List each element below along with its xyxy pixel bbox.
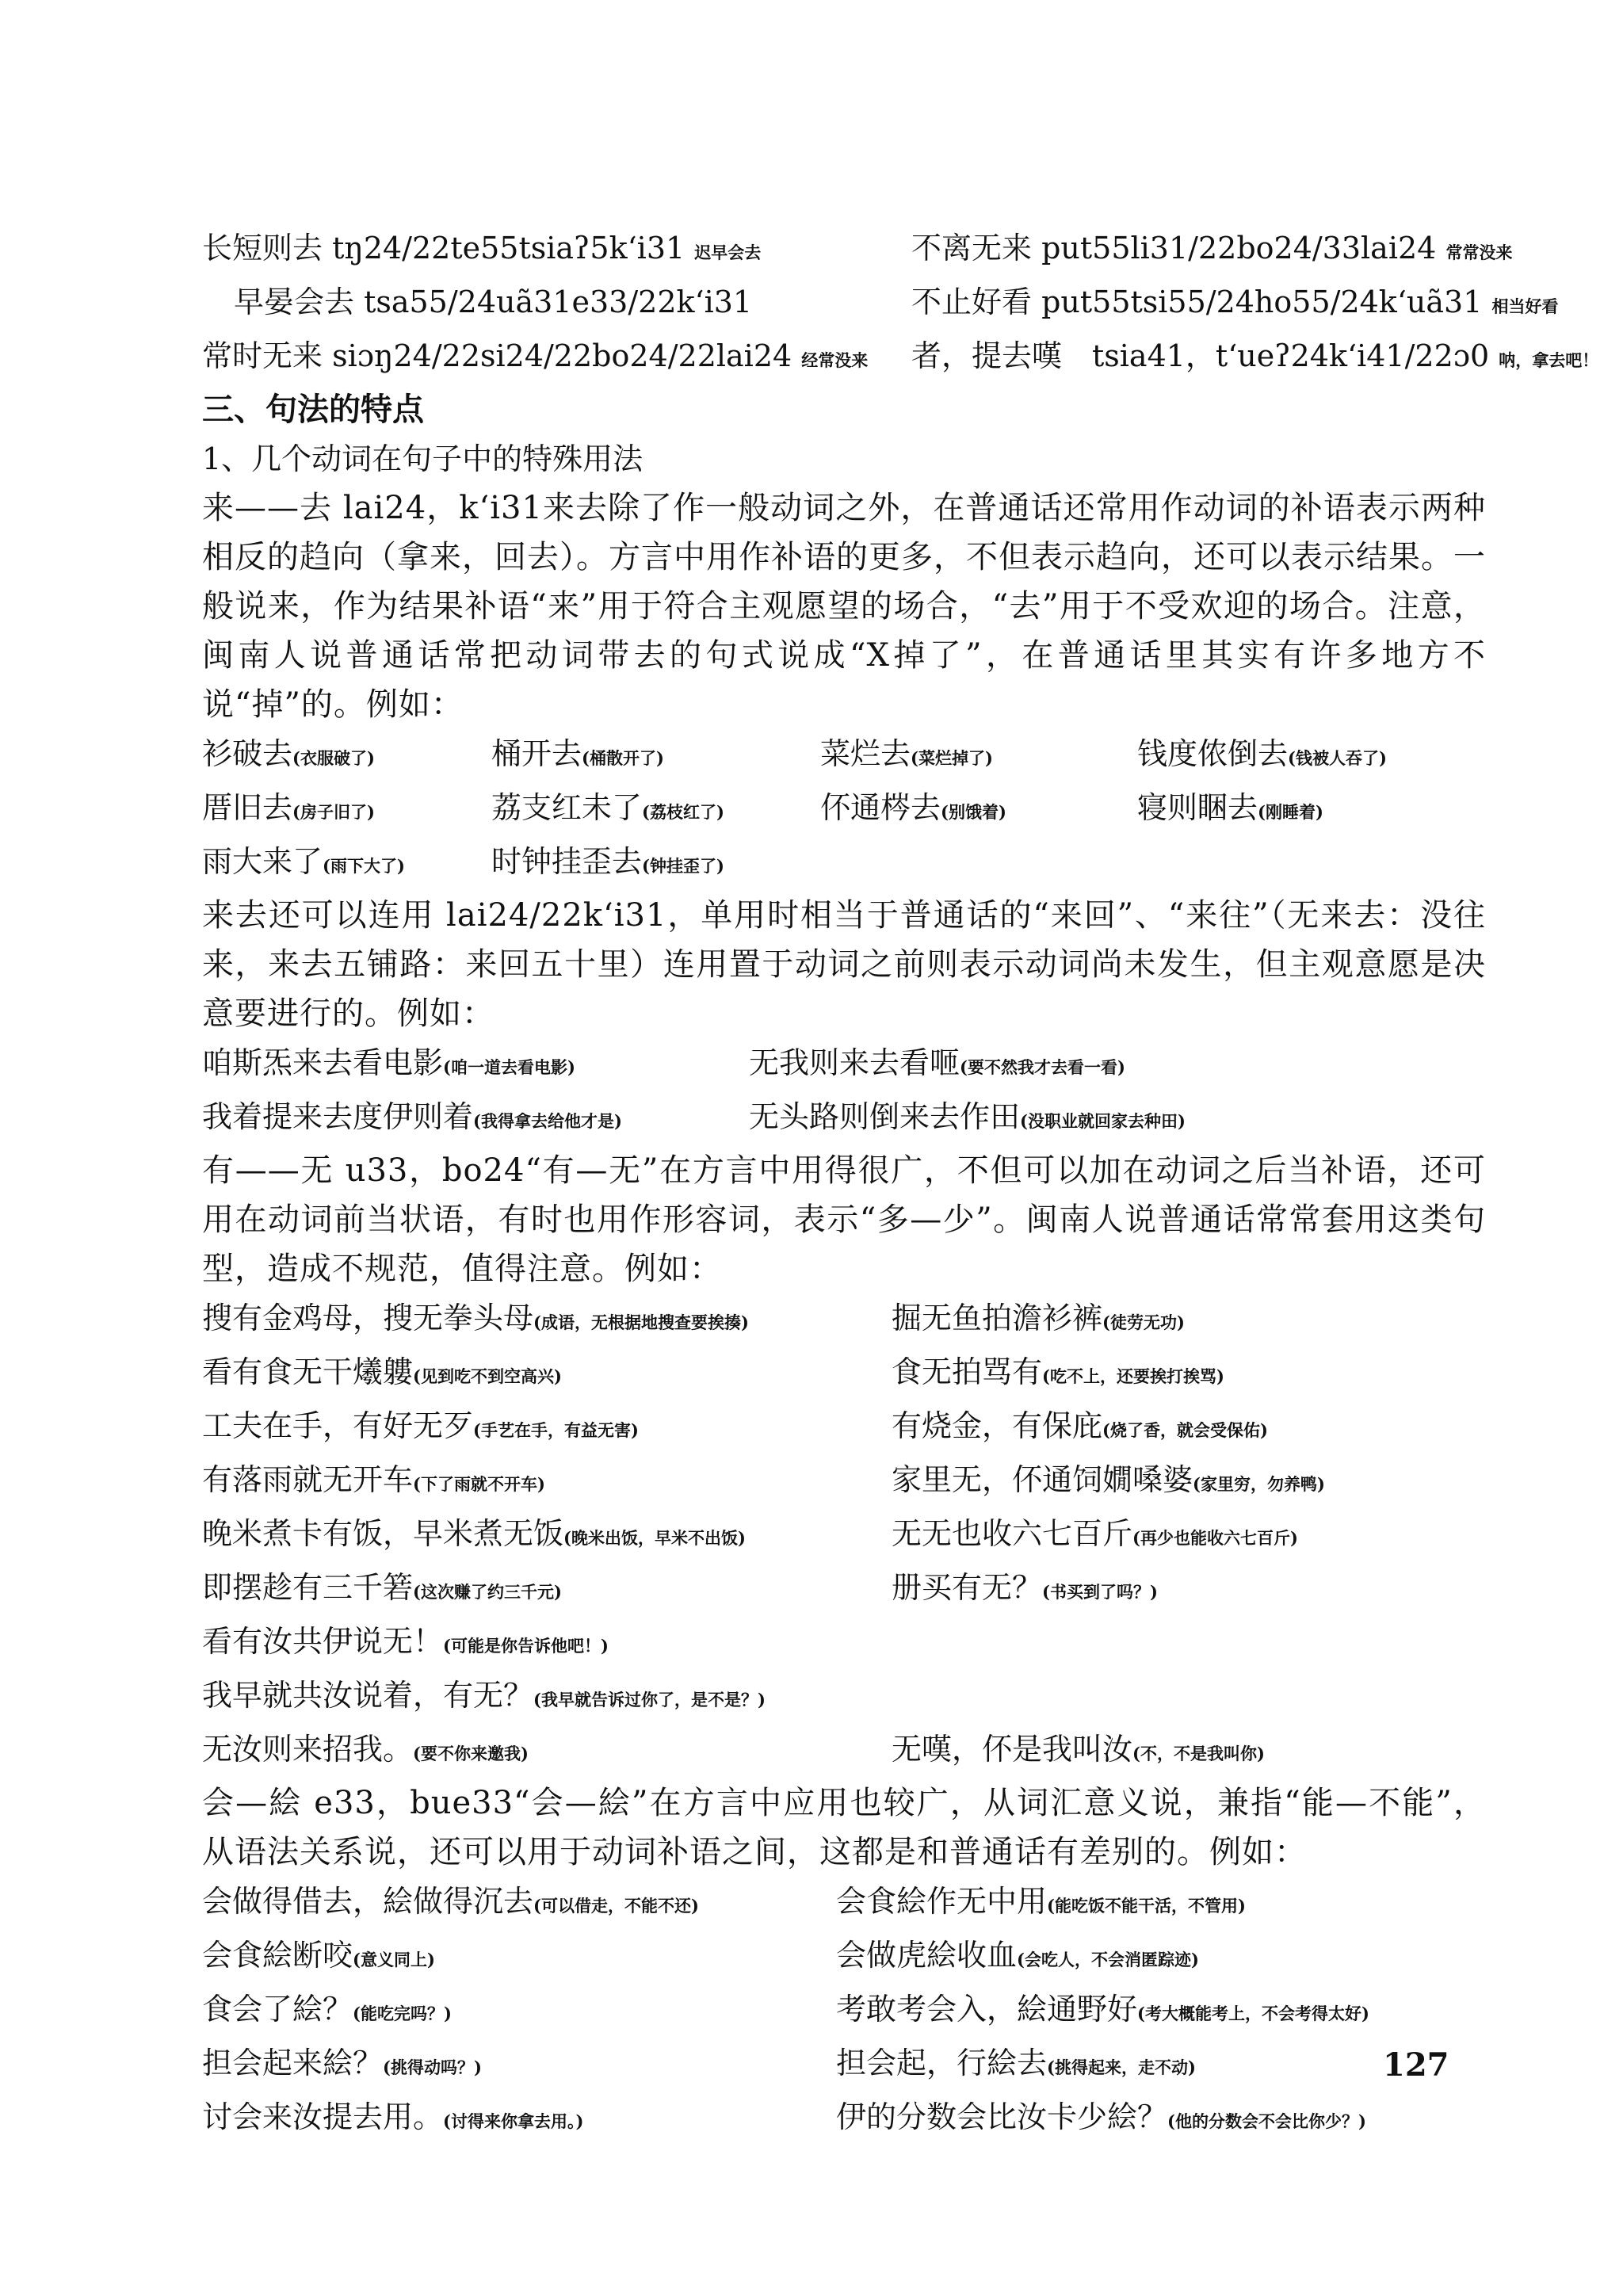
examples-lai-khi	[202, 729, 1486, 891]
example-item	[749, 1038, 1125, 1092]
example-text: 册买有无？	[892, 1570, 1043, 1605]
example-gloss: (房子旧了)	[292, 802, 375, 822]
gloss-text: 刚睡着	[1265, 802, 1316, 822]
gloss-text: 房子旧了	[300, 802, 367, 822]
example-text: 我着提来去度伊则着	[202, 1099, 474, 1134]
example-row	[202, 1401, 1486, 1455]
example-item	[202, 1509, 892, 1563]
examples-lai-khi-combined	[202, 1038, 1486, 1146]
example-item	[892, 1347, 1224, 1401]
example-item	[836, 1985, 1369, 2038]
example-gloss: (桶散开了)	[582, 748, 664, 768]
example-row	[202, 1509, 1486, 1563]
subsection-heading: 1、几个动词在句子中的特殊用法	[202, 441, 643, 476]
gloss-text: 意义同上	[360, 1950, 427, 1969]
example-row	[202, 1455, 1486, 1509]
example-item	[836, 2092, 1366, 2146]
example-text: 掘无鱼拍澹衫裤	[892, 1301, 1103, 1335]
example-gloss: (钱被人吞了)	[1288, 748, 1387, 768]
example-item	[1137, 729, 1387, 783]
example-row	[202, 1563, 1486, 1617]
example-text: 食会了絵？	[202, 1992, 353, 2027]
example-text: 家里无，伓通饲嫺嗓婆	[892, 1462, 1193, 1497]
gloss-text: 我早就告诉过你了，是不是？	[540, 1690, 758, 1710]
example-text: 讨会来汝提去用。	[202, 2099, 444, 2134]
example-text: 会做虎絵收血	[836, 1938, 1018, 1973]
paragraph-lai-khi: 来——去 lai24，kʻi31来去除了作一般动词之外，在普通话还常用作动词的补语表示两种相反的趋向（拿来，回去）。方言中用作补语的更多，不但表示趋向，还可以表示结果。一般说来，作为结果补语“来”用于符合主观愿望的场合，“去”用于不受欢迎的场合。注意，闽南人说普通话常把动词带去的句式说成“X掉了”，在普通话里其实有许多地方不说“掉”的。例如：	[202, 490, 1486, 723]
example-item	[491, 729, 820, 783]
example-text: 会做得借去，絵做得沉去	[202, 1884, 534, 1919]
example-left	[202, 223, 911, 277]
gloss-text: 可能是你告诉他吧！	[450, 1636, 601, 1656]
page-number: 127	[1383, 2046, 1449, 2084]
example-text: 我早就共汝说着，有无？	[202, 1678, 534, 1713]
example-gloss: (吃不上，还要挨打挨骂)	[1042, 1366, 1224, 1386]
example-gloss: (这次赚了约三千元)	[413, 1582, 562, 1602]
example-item	[202, 1725, 892, 1778]
example-gloss: (刚睡着)	[1258, 802, 1323, 822]
gloss-text: 可以借走，不能不还	[540, 1896, 691, 1916]
gloss-text: 挑得起来，走不动	[1054, 2057, 1188, 2077]
example-row	[202, 1985, 1486, 2038]
example-item	[820, 729, 1137, 783]
example-gloss: (成语，无根据地搜查要挨揍)	[533, 1312, 749, 1332]
example-text: 担会起来絵？	[202, 2046, 384, 2080]
gloss-text: 能吃完吗？	[360, 2004, 444, 2023]
example-gloss: (可以借走，不能不还)	[533, 1896, 699, 1916]
example-item	[202, 783, 491, 837]
gloss-text: 荔枝红了	[649, 802, 716, 822]
example-item	[202, 1293, 892, 1347]
example-text: 有落雨就无开车	[202, 1462, 414, 1497]
example-text: 钱度侬倒去	[1137, 736, 1289, 771]
example-item	[749, 1092, 1186, 1146]
example-item	[892, 1725, 1265, 1778]
example-left	[202, 331, 911, 385]
example-gloss: (菜烂掉了)	[911, 748, 993, 768]
example-text: 会食絵作无中用	[836, 1884, 1048, 1919]
gloss-text: 吃不上，还要挨打挨骂	[1049, 1366, 1216, 1386]
gloss-text: 桶散开了	[589, 748, 656, 768]
example-item	[202, 1671, 766, 1725]
gloss-text: 要不然我才去看一看	[967, 1057, 1117, 1077]
example-right	[911, 223, 1512, 277]
example-gloss: (手艺在手，有益无害)	[473, 1420, 639, 1440]
examples-e-bue	[202, 1877, 1486, 2146]
example-item	[892, 1293, 1185, 1347]
example-text: 常时无来 siɔŋ24/22si24/22bo24/22lai24	[202, 338, 792, 373]
example-gloss: 相当好看	[1491, 296, 1559, 316]
example-gloss: (再少也能收六七百斤)	[1132, 1528, 1298, 1548]
gloss-text: 不，不是我叫你	[1140, 1744, 1257, 1763]
example-gloss: (徒劳无功)	[1102, 1312, 1185, 1332]
example-item	[202, 1401, 892, 1455]
gloss-text: 家里穷，勿养鸭	[1200, 1474, 1317, 1494]
example-text: 考敢考会入，絵通野好	[836, 1992, 1138, 2027]
example-item	[202, 1092, 749, 1146]
example-item	[202, 1347, 892, 1401]
example-item	[202, 1877, 836, 1931]
example-gloss: (我得拿去给他才是)	[473, 1111, 622, 1131]
example-gloss: (我早就告诉过你了，是不是？)	[533, 1690, 766, 1710]
gloss-text: 咱一道去看电影	[450, 1057, 567, 1077]
gloss-text: 能吃饭不能干活，不管用	[1054, 1896, 1238, 1916]
example-text: 厝旧去	[202, 790, 293, 825]
example-gloss: (荔枝红了)	[642, 802, 724, 822]
example-item	[491, 837, 724, 891]
example-gloss: (可能是你告诉他吧！)	[443, 1636, 609, 1656]
example-gloss: (意义同上)	[353, 1950, 435, 1969]
top-examples	[202, 223, 1599, 385]
example-row	[202, 837, 1486, 891]
example-gloss: (别饿着)	[941, 802, 1006, 822]
example-gloss: (他的分数会不会比你少？)	[1167, 2111, 1366, 2131]
example-gloss: (会吃人，不会消匿踪迹)	[1017, 1950, 1199, 1969]
gloss-text: 雨下大了	[330, 856, 397, 876]
gloss-text: 讨得来你拿去用。	[450, 2111, 576, 2131]
example-text: 看有汝共伊说无！	[202, 1624, 444, 1659]
example-row	[202, 277, 1559, 331]
example-gloss: (咱一道去看电影)	[443, 1057, 575, 1077]
example-row	[202, 223, 1513, 277]
example-row	[202, 2038, 1486, 2092]
example-text: 看有食无干爔軁	[202, 1354, 414, 1389]
paragraph-e-bue: 会—絵 e33，bue33“会—絵”在方言中应用也较广，从词汇意义说，兼指“能—不能”，从语法关系说，还可以用于动词补语之间，这都是和普通话有差别的。例如：	[202, 1785, 1486, 1870]
example-gloss: (要不你来邀我)	[413, 1744, 529, 1763]
example-gloss: (家里穷，勿养鸭)	[1193, 1474, 1325, 1494]
example-gloss: 经常没来	[801, 350, 869, 370]
example-gloss: (衣服破了)	[292, 748, 375, 768]
example-text: 无嘆，伓是我叫汝	[892, 1732, 1133, 1767]
example-item	[202, 1455, 892, 1509]
gloss-text: 钟挂歪了	[649, 856, 716, 876]
example-text: 早晏会去 tsa55/24uã31e33/22kʻi31	[234, 285, 753, 319]
example-gloss: (晚米出饭，早米不出饭)	[563, 1528, 746, 1548]
gloss-text: 他的分数会不会比你少？	[1174, 2111, 1358, 2131]
paragraph-u-bo: 有——无 u33，bo24“有—无”在方言中用得很广，不但可以加在动词之后当补语，还可用在动词前当状语，有时也用作形容词，表示“多—少”。闽南人说普通话常常套用这类句型，造成不规范，值得注意。例如：	[202, 1152, 1486, 1287]
example-text: 食无拍骂有	[892, 1354, 1043, 1389]
example-text: 荔支红未了	[491, 790, 643, 825]
example-gloss: (没职业就回家去种田)	[1020, 1111, 1186, 1131]
example-gloss: (烧了香，就会受保佑)	[1102, 1420, 1268, 1440]
example-item	[1137, 783, 1323, 837]
example-text: 咱斯炁来去看电影	[202, 1045, 444, 1080]
example-row	[202, 729, 1486, 783]
example-item	[202, 2038, 836, 2092]
example-text: 工夫在手，有好无歹	[202, 1408, 474, 1443]
example-text: 雨大来了	[202, 844, 323, 879]
example-gloss: (见到吃不到空高兴)	[413, 1366, 562, 1386]
example-row	[202, 1617, 1486, 1671]
page-body	[202, 223, 1599, 2146]
gloss-text: 见到吃不到空高兴	[420, 1366, 554, 1386]
example-text: 有烧金，有保庇	[892, 1408, 1103, 1443]
gloss-text: 书买到了吗？	[1049, 1582, 1150, 1602]
example-gloss: 常常没来	[1445, 243, 1513, 262]
example-item	[491, 783, 820, 837]
example-text: 伓通梣去	[820, 790, 941, 825]
example-text: 不离无来 put55li31/22bo24/33lai24	[911, 231, 1437, 266]
gloss-text: 钱被人吞了	[1295, 748, 1379, 768]
example-item	[820, 783, 1137, 837]
example-gloss: (讨得来你拿去用。)	[443, 2111, 584, 2131]
example-gloss: (要不然我才去看一看)	[960, 1057, 1125, 1077]
example-gloss: (挑得动吗？)	[383, 2057, 482, 2077]
example-item	[892, 1455, 1325, 1509]
example-text: 不止好看 put55tsi55/24ho55/24kʻuã31	[911, 285, 1483, 319]
gloss-text: 没职业就回家去种田	[1027, 1111, 1178, 1131]
example-text: 即摆趁有三千箬	[202, 1570, 414, 1605]
example-item	[202, 1563, 892, 1617]
example-row	[202, 1293, 1486, 1347]
gloss-text: 会吃人，不会消匿踪迹	[1024, 1950, 1191, 1969]
gloss-text: 徒劳无功	[1109, 1312, 1177, 1332]
example-row	[202, 1931, 1486, 1985]
example-text: 搜有金鸡母，搜无拳头母	[202, 1301, 534, 1335]
gloss-text: 衣服破了	[300, 748, 367, 768]
example-item	[892, 1509, 1298, 1563]
example-gloss: 呐，拿去吧！	[1499, 350, 1599, 370]
example-item	[202, 1617, 609, 1671]
example-item	[892, 1401, 1268, 1455]
example-gloss: (挑得起来，走不动)	[1047, 2057, 1196, 2077]
example-row	[202, 1671, 1486, 1725]
example-item	[202, 837, 491, 891]
gloss-text: 成语，无根据地搜查要挨揍	[540, 1312, 741, 1332]
examples-u-bo	[202, 1293, 1486, 1778]
example-text: 菜烂去	[820, 736, 911, 771]
paragraph-lai-khi-combined: 来去还可以连用 lai24/22kʻi31，单用时相当于普通话的“来回”、“来往”（无来去：没往来，来去五铺路：来回五十里）连用置于动词之前则表示动词尚未发生，但主观意愿是决意要进行的。例如：	[202, 897, 1486, 1032]
example-item	[202, 1931, 836, 1985]
example-left	[202, 277, 911, 331]
example-gloss: (雨下大了)	[323, 856, 405, 876]
example-right	[911, 331, 1598, 385]
gloss-text: 挑得动吗？	[390, 2057, 474, 2077]
gloss-text: 下了雨就不开车	[420, 1474, 537, 1494]
example-text: 晚米煮卡有饭，早米煮无饭	[202, 1516, 564, 1551]
gloss-text: 我得拿去给他才是	[480, 1111, 614, 1131]
example-text: 者，提去嘆 tsia41，tʻueʔ24kʻi41/22ɔ0	[911, 338, 1490, 373]
example-text: 寝则睏去	[1137, 790, 1258, 825]
gloss-text: 考大概能考上，不会考得太好	[1144, 2004, 1361, 2023]
gloss-text: 菜烂掉了	[918, 748, 985, 768]
example-item	[836, 2038, 1196, 2092]
example-gloss: (不，不是我叫你)	[1132, 1744, 1265, 1763]
example-item	[202, 1038, 749, 1092]
example-gloss: 迟早会去	[694, 243, 762, 262]
example-text: 无头路则倒来去作田	[749, 1099, 1021, 1134]
example-item	[202, 2092, 836, 2146]
example-row	[202, 1038, 1486, 1092]
example-item	[202, 729, 491, 783]
example-row	[202, 2092, 1486, 2146]
example-text: 无我则来去看咂	[749, 1045, 960, 1080]
example-text: 长短则去 tŋ24/22te55tsiaʔ5kʻi31	[202, 231, 685, 266]
example-gloss: (能吃饭不能干活，不管用)	[1047, 1896, 1246, 1916]
example-gloss: (书买到了吗？)	[1042, 1582, 1158, 1602]
gloss-text: 再少也能收六七百斤	[1140, 1528, 1290, 1548]
example-right	[911, 277, 1558, 331]
example-row	[202, 1877, 1486, 1931]
example-text: 衫破去	[202, 736, 293, 771]
example-text: 无无也收六七百斤	[892, 1516, 1133, 1551]
example-row	[202, 331, 1599, 385]
example-item	[836, 1877, 1246, 1931]
example-gloss: (钟挂歪了)	[642, 856, 724, 876]
gloss-text: 要不你来邀我	[420, 1744, 521, 1763]
example-item	[836, 1931, 1199, 1985]
gloss-text: 别饿着	[948, 802, 999, 822]
example-text: 时钟挂歪去	[491, 844, 643, 879]
example-text: 桶开去	[491, 736, 582, 771]
example-gloss: (下了雨就不开车)	[413, 1474, 545, 1494]
section-heading: 三、句法的特点	[202, 391, 424, 428]
example-row	[202, 1092, 1486, 1146]
gloss-text: 这次赚了约三千元	[420, 1582, 554, 1602]
example-row	[202, 783, 1486, 837]
gloss-text: 晚米出饭，早米不出饭	[571, 1528, 738, 1548]
example-text: 伊的分数会比汝卡少絵？	[836, 2099, 1168, 2134]
example-row	[202, 1347, 1486, 1401]
example-text: 担会起，行絵去	[836, 2046, 1048, 2080]
example-gloss: (考大概能考上，不会考得太好)	[1137, 2004, 1369, 2023]
gloss-text: 手艺在手，有益无害	[480, 1420, 631, 1440]
example-gloss: (能吃完吗？)	[353, 2004, 452, 2023]
example-text: 无汝则来招我。	[202, 1732, 414, 1767]
example-row	[202, 1725, 1486, 1778]
example-item	[892, 1563, 1158, 1617]
example-item	[202, 1985, 836, 2038]
example-text: 会食絵断咬	[202, 1938, 353, 1973]
gloss-text: 烧了香，就会受保佑	[1109, 1420, 1260, 1440]
